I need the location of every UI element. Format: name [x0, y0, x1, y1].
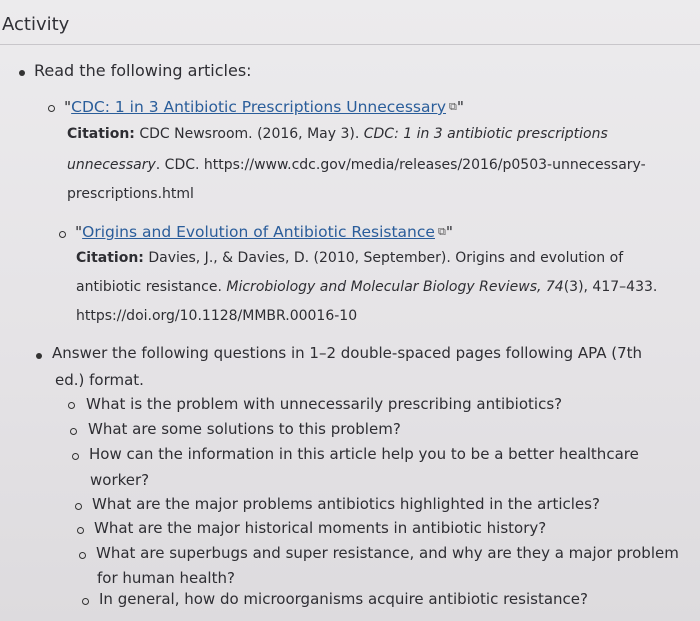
bullet-ring — [68, 402, 75, 409]
question-item: What is the problem with unnecessarily prescribing antibiotics? — [86, 395, 563, 413]
article-2-citation-line-3: https://doi.org/10.1128/MMBR.00016-10 — [76, 308, 358, 324]
article-1-title-row: "CDC: 1 in 3 Antibiotic Prescriptions Unnecessary ⧉" — [64, 98, 465, 116]
question-item: What are the major historical moments in antibiotic history? — [94, 519, 547, 537]
question-item: How can the information in this article help you to be a better healthcare — [89, 445, 639, 463]
bullet-dot — [36, 353, 42, 359]
bullet-ring — [79, 552, 86, 559]
question-item: What are the major problems antibiotics highlighted in the articles? — [92, 495, 600, 513]
bullet-ring — [59, 231, 66, 238]
article-2-citation-line-2: antibiotic resistance. Microbiology and Molecular Biology Reviews, 74(3), 417–433. — [76, 279, 658, 295]
external-link-icon: ⧉ — [449, 100, 457, 113]
question-item: What are superbugs and super resistance, and why are they a major problem — [96, 544, 679, 562]
question-item: In general, how do microorganisms acquire antibiotic resistance? — [99, 590, 588, 608]
answer-instructions-line-1: Answer the following questions in 1–2 double-spaced pages following APA (7th — [52, 344, 643, 362]
bullet-ring — [82, 598, 89, 605]
question-item-continuation: worker? — [90, 471, 150, 489]
article-1-citation-line-2: unnecessary. CDC. https://www.cdc.gov/media/releases/2016/p0503-unnecessary- — [67, 157, 646, 173]
article-1-link[interactable]: CDC: 1 in 3 Antibiotic Prescriptions Unnecessary — [71, 98, 447, 116]
answer-instructions-line-2: ed.) format. — [55, 371, 144, 389]
question-item-continuation: for human health? — [97, 569, 235, 587]
bullet-ring — [48, 105, 55, 112]
citation-label: Citation: — [67, 126, 135, 142]
external-link-icon: ⧉ — [437, 225, 446, 238]
article-2-link[interactable]: Origins and Evolution of Antibiotic Resistance — [82, 223, 435, 241]
citation-label: Citation: — [76, 250, 144, 266]
bullet-dot — [19, 70, 25, 76]
bullet-ring — [72, 453, 79, 460]
bullet-ring — [77, 527, 84, 534]
bullet-ring — [75, 503, 82, 510]
bullet-ring — [70, 428, 77, 435]
article-1-citation-line-3: prescriptions.html — [67, 186, 194, 202]
read-articles-text: Read the following articles: — [34, 61, 252, 80]
article-1-citation-line-1: Citation: CDC Newsroom. (2016, May 3). CDC: 1 in 3 antibiotic prescriptions — [67, 126, 608, 142]
article-2-citation-line-1: Citation: Davies, J., & Davies, D. (2010, September). Origins and evolution of — [76, 250, 624, 266]
heading-divider — [0, 44, 700, 45]
activity-heading: Activity — [2, 14, 70, 35]
question-item: What are some solutions to this problem? — [88, 420, 401, 438]
article-2-title-row: "Origins and Evolution of Antibiotic Resistance ⧉" — [75, 223, 453, 241]
